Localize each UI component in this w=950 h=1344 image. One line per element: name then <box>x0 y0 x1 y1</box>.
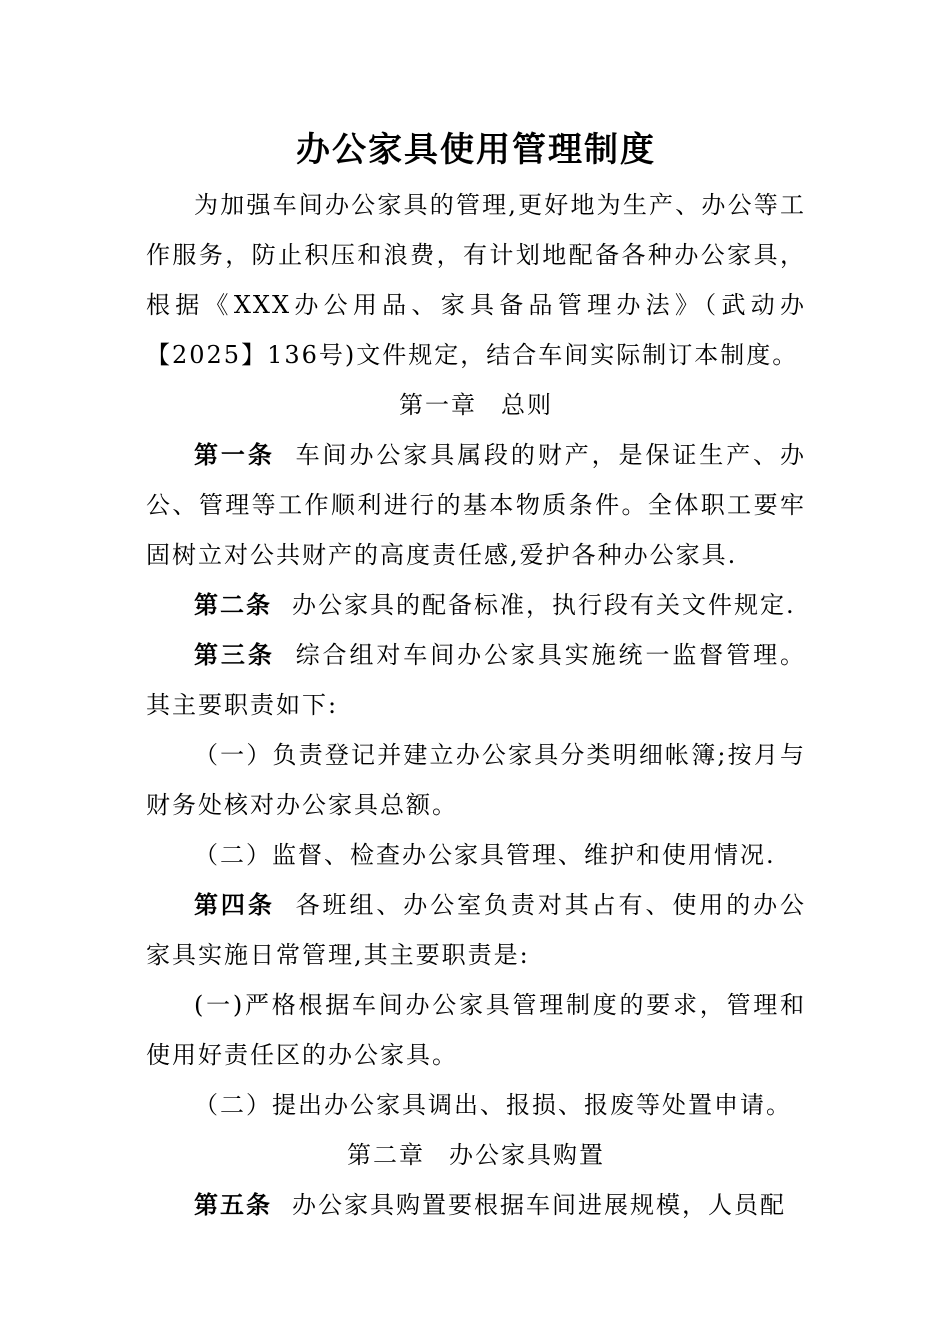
document-title: 办公家具使用管理制度 <box>296 130 656 170</box>
chapter-number: 第一章 <box>399 391 477 419</box>
article-4 <box>146 880 806 980</box>
chapter-heading-1 <box>146 380 806 430</box>
chapter-heading-2 <box>146 1130 806 1180</box>
chapter-number: 第二章 <box>347 1141 425 1169</box>
chapter-name: 总则 <box>501 391 553 419</box>
article-2 <box>146 580 806 630</box>
article-text: 办公家具的配备标准，执行段有关文件规定. <box>292 591 796 619</box>
article-text: 综合组对车间办公家具实施统一监督管理。其主要职责如下: <box>146 641 807 719</box>
article-label: 第五条 <box>194 1190 272 1219</box>
article-3-item-1: （一）负责登记并建立办公家具分类明细帐簿;按月与财务处核对办公家具总额。 <box>146 741 806 819</box>
article-label: 第一条 <box>194 440 275 469</box>
chapter-name: 办公家具购置 <box>449 1141 605 1169</box>
document-body <box>146 120 806 1230</box>
article-4-item-1: (一)严格根据车间办公家具管理制度的要求，管理和使用好责任区的办公家具。 <box>146 991 806 1069</box>
article-text: 车间办公家具属段的财产，是保证生产、办公、管理等工作顺利进行的基本物质条件。全体职工要牢固树立对公共财产的高度责任感,爱护各种办公家具. <box>146 441 807 569</box>
article-label: 第四条 <box>194 890 275 919</box>
article-3 <box>146 630 806 730</box>
article-text: 各班组、办公室负责对其占有、使用的办公家具实施日常管理,其主要职责是: <box>146 891 807 969</box>
article-label: 第三条 <box>194 640 275 669</box>
article-4-item-2: （二）提出办公家具调出、报损、报废等处置申请。 <box>194 1091 792 1119</box>
article-label: 第二条 <box>194 590 272 619</box>
article-1 <box>146 430 806 580</box>
intro-paragraph: 为加强车间办公家具的管理,更好地为生产、办公等工作服务，防止积压和浪费，有计划地配备各种办公家具，根据《XXX办公用品、家具备品管理办法》（武动办【2025】136号)文件规定，结合车间实际制订本制度。 <box>146 191 806 369</box>
article-text: 办公家具购置要根据车间进展规模，人员配 <box>292 1191 786 1219</box>
article-3-item-2: （二）监督、检查办公家具管理、维护和使用情况. <box>194 841 776 869</box>
article-5 <box>146 1180 806 1230</box>
